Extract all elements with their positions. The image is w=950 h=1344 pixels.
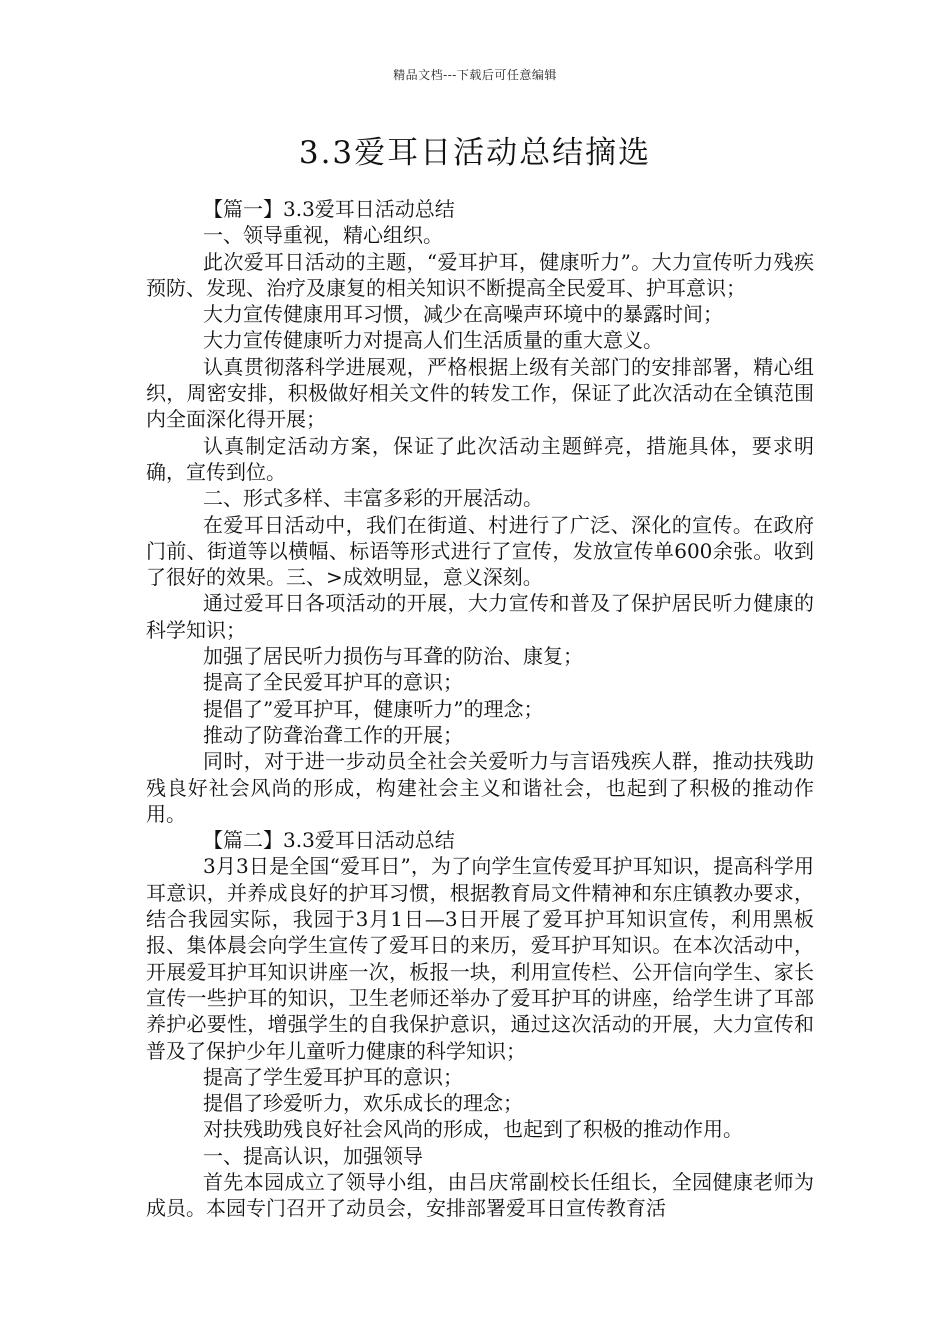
paragraph: 通过爱耳日各项活动的开展，大力宣传和普及了保护居民听力健康的科学知识； — [146, 591, 814, 642]
header-note: 精品文档---下载后可任意编辑 — [393, 68, 557, 82]
paragraph: 二、形式多样、丰富多彩的开展活动。 — [203, 486, 543, 511]
paragraph: 同时，对于进一步动员全社会关爱听力与言语残疾人群，推动扶残助残良好社会风尚的形成，构建社会主义和谐社会，也起到了积极的推动作用。 — [146, 749, 814, 826]
paragraph: 首先本园成立了领导小组，由吕庆常副校长任组长，全园健康老师为成员。本园专门召开了动员会，安排部署爱耳日宣传教育活 — [146, 1169, 814, 1221]
document-title: 3.3爱耳日活动总结摘选 — [298, 135, 652, 171]
paragraph: 对扶残助残良好社会风尚的形成，也起到了积极的推动作用。 — [203, 1117, 743, 1142]
paragraph: 此次爱耳日活动的主题，“爱耳护耳，健康听力”。大力宣传听力残疾预防、发现、治疗及康复的相关知识不断提高全民爱耳、护耳意识； — [146, 249, 814, 300]
paragraph: 大力宣传健康听力对提高人们生活质量的重大意义。 — [203, 328, 663, 353]
paragraph: 提倡了珍爱听力，欢乐成长的理念； — [203, 1091, 523, 1116]
paragraph: 一、领导重视，精心组织。 — [203, 223, 443, 248]
paragraph-section-heading: 【篇二】3.3爱耳日活动总结 — [203, 828, 455, 853]
paragraph: 一、提高认识，加强领导 — [203, 1143, 423, 1168]
paragraph: 认真制定活动方案，保证了此次活动主题鲜亮，措施具体，要求明确，宣传到位。 — [146, 433, 814, 484]
paragraph: 3月3日是全国“爱耳日”，为了向学生宣传爱耳护耳知识，提高科学用耳意识，并养成良好的护耳习惯，根据教育局文件精神和东庄镇教办要求，结合我园实际，我园于3月1日—3日开展了爱耳护耳知识宣传，利用黑板报、集体晨会向学生宣传了爱耳日的来历，爱耳护耳知识。在本次活动中，开展爱耳护耳知识讲座一次，板报一块，利用宣传栏、公开信向学生、家长宣传一些护耳的知识，卫生老师还举办了爱耳护耳的讲座，给学生讲了耳部养护必要性，增强学生的自我保护意识，通过这次活动的开展，大力宣传和普及了保护少年儿童听力健康的科学知识； — [146, 854, 814, 1063]
document-body — [146, 196, 814, 1222]
paragraph: 认真贯彻落科学进展观，严格根据上级有关部门的安排部署，精心组织，周密安排，积极做好相关文件的转发工作，保证了此次活动在全镇范围内全面深化得开展； — [146, 354, 814, 432]
paragraph: 提高了全民爱耳护耳的意识； — [203, 670, 463, 695]
paragraph: 推动了防聋治聋工作的开展； — [203, 722, 463, 747]
paragraph: 在爱耳日活动中，我们在街道、村进行了广泛、深化的宣传。在政府门前、街道等以横幅、标语等形式进行了宣传，发放宣传单600余张。收到了很好的效果。三、>成效明显，意义深刻。 — [146, 512, 814, 590]
paragraph: 提倡了”爱耳护耳，健康听力”的理念； — [203, 696, 544, 721]
paragraph: 加强了居民听力损伤与耳聋的防治、康复； — [203, 644, 583, 669]
paragraph: 提高了学生爱耳护耳的意识； — [203, 1064, 463, 1089]
paragraph-section-heading: 【篇一】3.3爱耳日活动总结 — [203, 197, 455, 221]
paragraph: 大力宣传健康用耳习惯，减少在高噪声环境中的暴露时间； — [203, 302, 723, 327]
